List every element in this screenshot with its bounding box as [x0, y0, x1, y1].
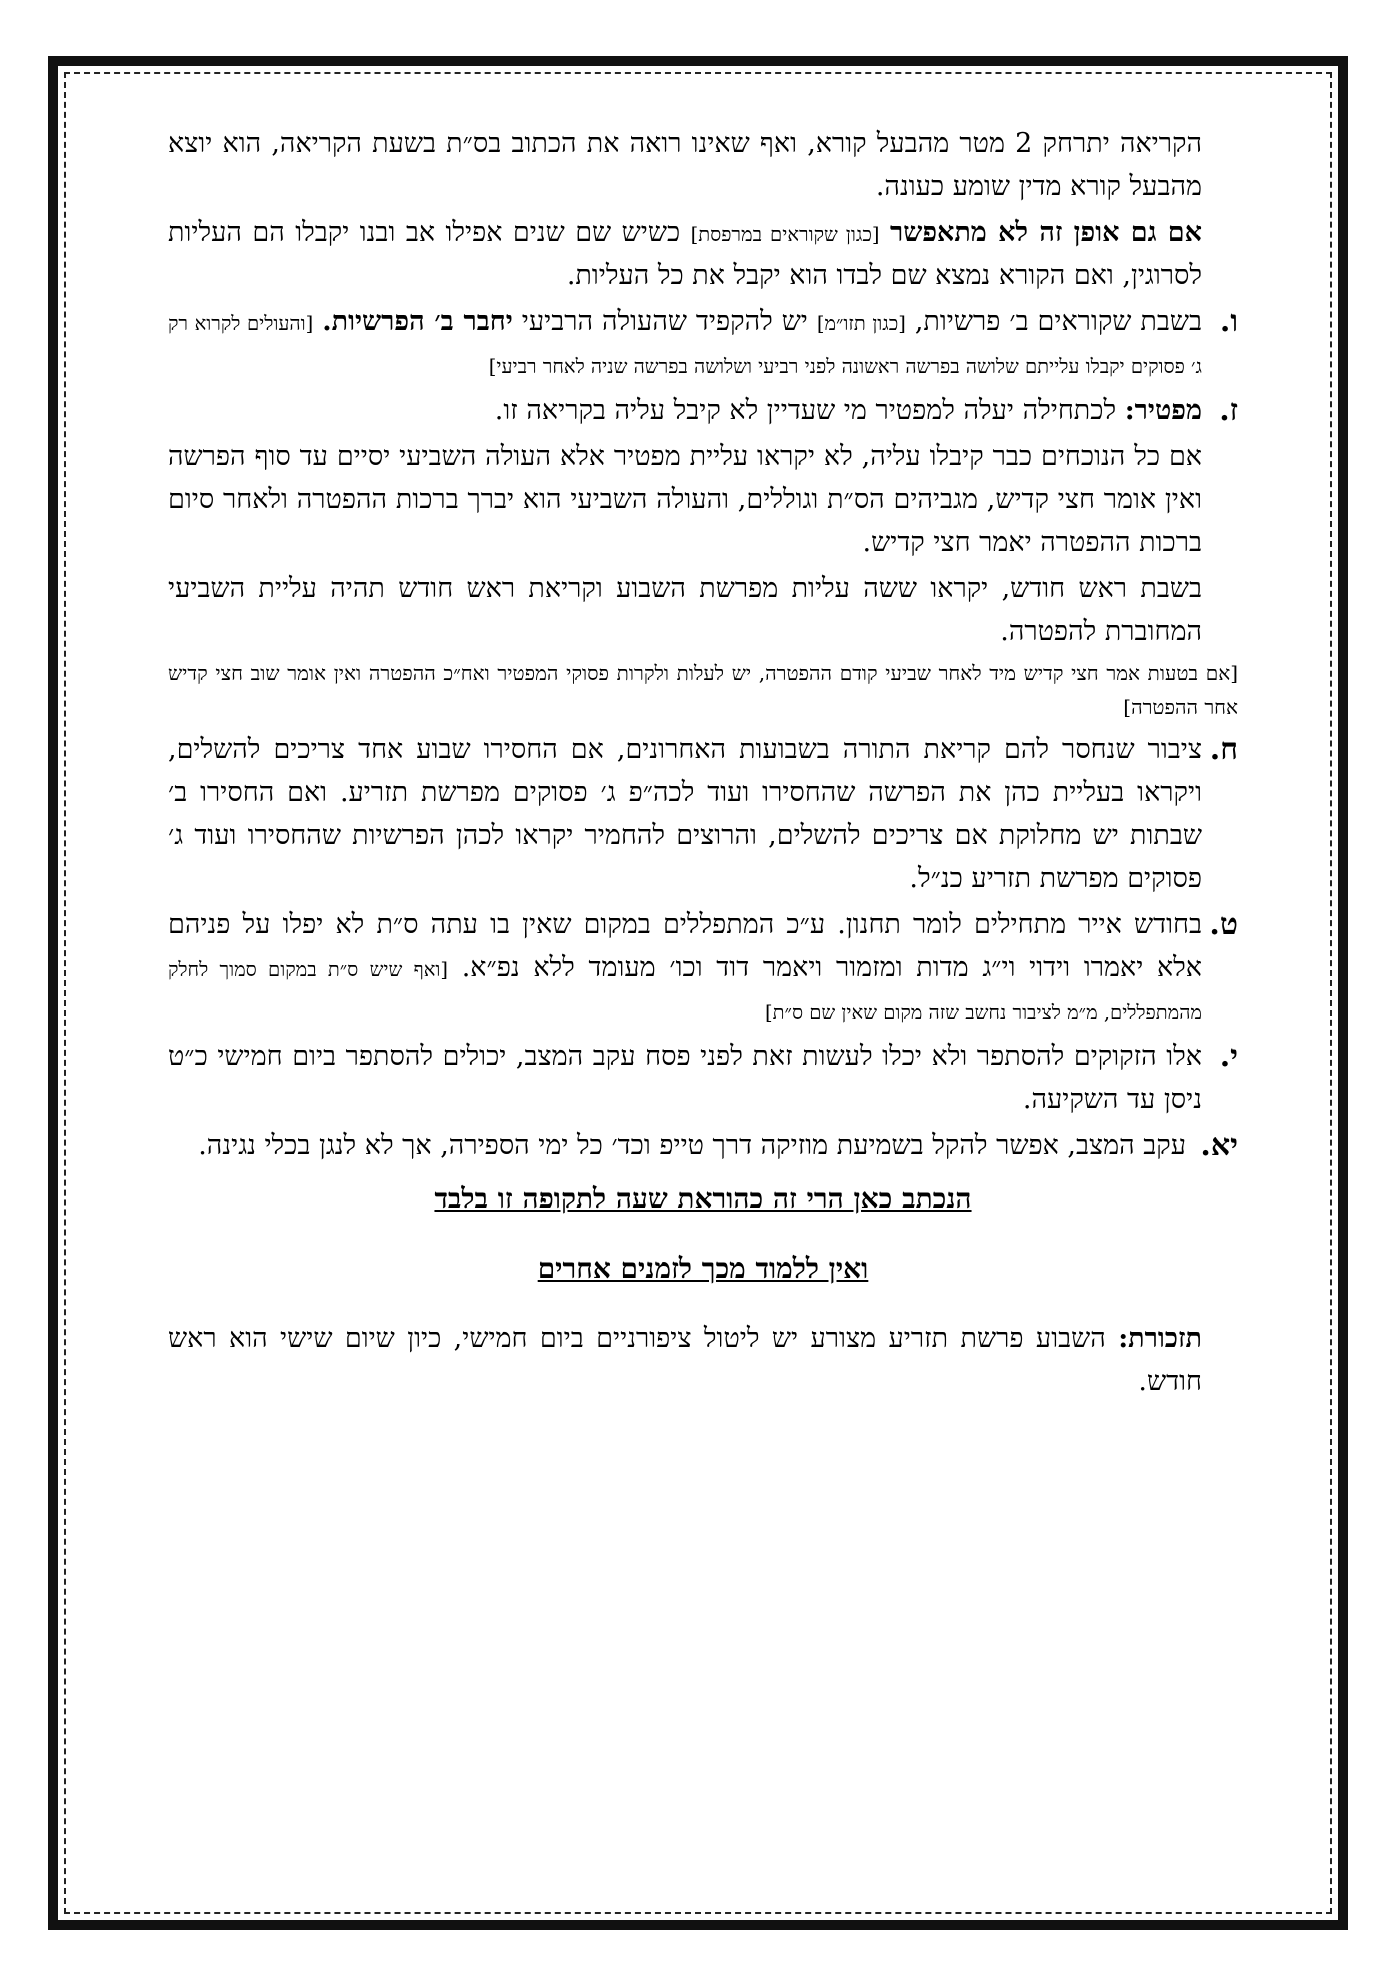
list-item-body — [168, 300, 1202, 386]
list-item-chet — [168, 728, 1238, 900]
notice-title-2: ואין ללמוד מכך לזמנים אחרים — [537, 1252, 869, 1285]
list-item-bracket-note: [כגון תזו״מ] — [816, 312, 906, 335]
document-body — [168, 122, 1238, 1406]
list-item-bracket-note: [ואף שיש ס״ת במקום סמוך לחלק מהמתפללים, מ״מ לציבור נחשב שזה מקום שאין שם ס״ת] — [168, 958, 1202, 1024]
reminder-label: תזכורת: — [1118, 1323, 1202, 1354]
list-item-body — [168, 1124, 1186, 1167]
list-item-bracket-note: [והעולים לקרוא רק ג׳ פסוקים יקבלו עלייתם שלושה בפרשה ראשונה לפני רביעי ושלושה בפרשה שניה לאחר רביעי] — [168, 312, 1202, 378]
list-item-letter: ו. — [1219, 304, 1238, 339]
paragraph-reading-distance — [168, 122, 1202, 208]
paragraph-text: אם כל הנוכחים כבר קיבלו עליה, לא יקראו עליית מפטיר אלא העולה השביעי יסיים עד סוף הפרשה ואין אומר חצי קדיש, מגביהים הס״ת וגוללים, והעולה השביעי הוא יברך ברכות ההפטרה ולאחר סיום ברכות ההפטרה יאמר חצי קדיש. — [168, 441, 1202, 558]
list-item-yud-alef — [168, 1124, 1238, 1167]
list-item-text: אלו הזקוקים להסתפר ולא יכלו לעשות זאת לפני פסח עקב המצב, יכולים להסתפר ביום חמישי כ״ט ניסן עד השקיעה. — [168, 1041, 1202, 1115]
list-item-letter: ט. — [1209, 907, 1238, 942]
list-item-yud — [168, 1035, 1238, 1121]
list-item-text: לכתחילה יעלה למפטיר מי שעדיין לא קיבל עליה בקריאה זו. — [494, 395, 1117, 426]
list-item-letter: יא. — [1200, 1128, 1238, 1163]
reminder-text: השבוע פרשת תזריע מצורע יש ליטול ציפורניים ביום חמישי, כיון שיום שישי הוא ראש חודש. — [168, 1323, 1202, 1397]
list-item-text: יש להקפיד שהעולה הרביעי — [521, 306, 808, 337]
paragraph-bracket-note: [כגון שקוראים במרפסת] — [690, 223, 880, 246]
paragraph-text: כשיש שם שנים אפילו אב ובנו יקבלו הם העליות לסרוגין, ואם הקורא נמצא שם לבדו הוא יקבל את כל העליות. — [168, 217, 1202, 291]
list-item-text: עקב המצב, אפשר להקל בשמיעת מוזיקה דרך טייפ וכד׳ כל ימי הספירה, אך לא לנגן בכלי נגינה. — [198, 1130, 1186, 1161]
paragraph-rosh-chodesh — [168, 567, 1202, 653]
list-item-letter: י. — [1219, 1039, 1238, 1074]
paragraph-reminder — [168, 1317, 1202, 1403]
paragraph-bracket-note — [168, 656, 1238, 724]
paragraph-text: [אם בטעות אמר חצי קדיש מיד לאחר שביעי קודם ההפטרה, יש לעלות ולקרות פסוקי המפטיר ואח״כ ההפטרה ואין אומר שוב חצי קדיש אחר ההפטרה] — [168, 661, 1238, 719]
list-item-text: בחודש אייר מתחילים לומר תחנון. ע״כ המתפללים במקום שאין בו עתה ס״ת לא יפלו על פניהם אלא יאמרו וידוי וי״ג מדות ומזמור ויאמר דוד וכו׳ מעומד ללא נפ״א. — [168, 909, 1203, 983]
list-item-tet — [168, 903, 1238, 1032]
paragraph-maftir-all-received — [168, 435, 1202, 564]
notice-title-1: הנכתב כאן הרי זה כהוראת שעה לתקופה זו בלבד — [434, 1182, 972, 1215]
paragraph-text: הקריאה יתרחק 2 מטר מהבעל קורא, ואף שאינו רואה את הכתוב בס״ת בשעת הקריאה, הוא יוצא מהבעל קורא מדין שומע כעונה. — [168, 128, 1202, 202]
list-item-text: בשבת שקוראים ב׳ פרשיות, — [914, 306, 1202, 337]
list-item-body — [168, 903, 1202, 1032]
list-item-body — [168, 1035, 1202, 1121]
list-item-body — [168, 389, 1202, 432]
list-item-body — [168, 728, 1202, 900]
paragraph-alternate — [168, 211, 1202, 297]
list-item-bold: יחבר ב׳ הפרשיות. — [322, 306, 513, 337]
list-item-text: ציבור שנחסר להם קריאת התורה בשבועות האחרונים, אם החסירו שבוע אחד צריכים להשלים, ויקראו בעליית כהן את הפרשה שהחסירו ועוד לכה״פ ג׳ פסוקים מפרשת תזריע. ואם החסירו ב׳ שבתות יש מחלוקת אם צריכים להשלים, והרוצים להחמיר יקראו לכהן הפרשיות שהחסירו ועוד ג׳ פסוקים מפרשת תזריע כנ״ל. — [168, 734, 1202, 894]
list-item-letter: ח. — [1209, 732, 1238, 767]
list-item-vav — [168, 300, 1238, 386]
list-item-letter: ז. — [1219, 393, 1238, 428]
list-item-bold: מפטיר: — [1124, 395, 1202, 426]
list-item-zayin — [168, 389, 1238, 432]
paragraph-text: בשבת ראש חודש, יקראו ששה עליות מפרשת השבוע וקריאת ראש חודש תהיה עליית השביעי המחוברת להפטרה. — [168, 573, 1202, 647]
paragraph-bold-lead: אם גם אופן זה לא מתאפשר — [889, 217, 1202, 248]
